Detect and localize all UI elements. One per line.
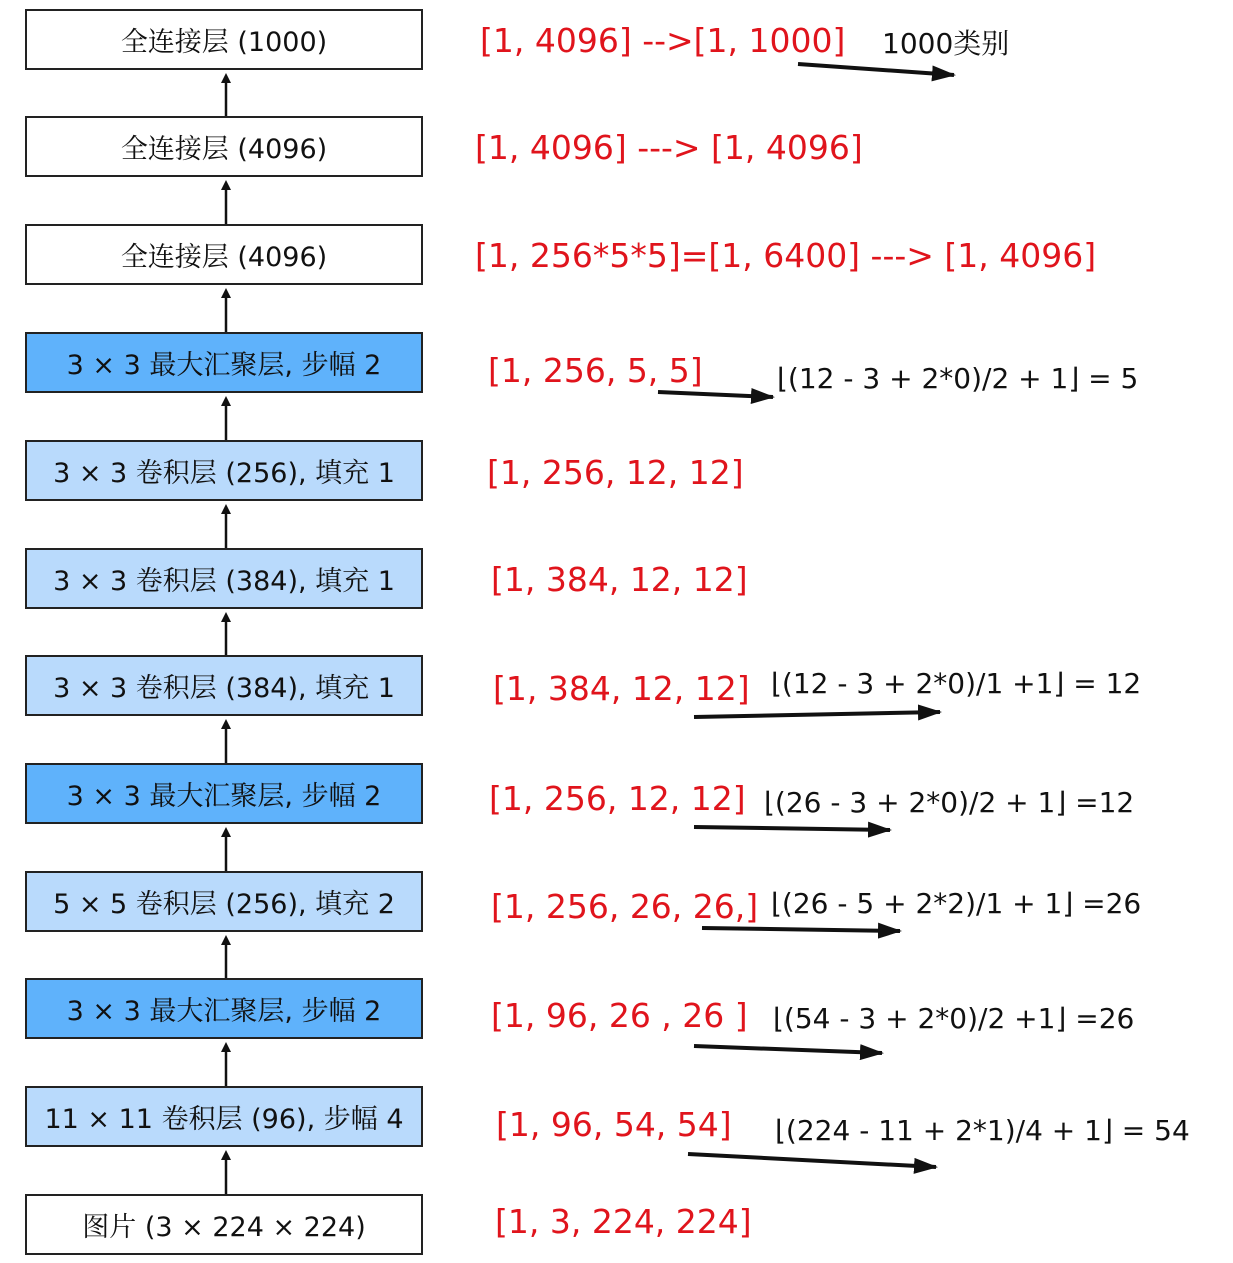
note-pointer-arrow — [694, 712, 940, 717]
note-maxpool-3: ⌊(12 - 3 + 2*0)/2 + 1⌋ = 5 — [777, 362, 1139, 395]
layer-box-conv-256-3x3: 3 × 3 卷积层 (256), 填充 1 — [25, 440, 423, 501]
shape-label-maxpool-3: [1, 256, 5, 5] — [488, 351, 703, 390]
layer-box-conv-256-5x5: 5 × 5 卷积层 (256), 填充 2 — [25, 871, 423, 932]
shape-label-input-image: [1, 3, 224, 224] — [495, 1202, 752, 1241]
note-pointer-arrow — [688, 1154, 936, 1167]
note-fc-1000: 1000类别 — [882, 27, 1010, 60]
shape-label-fc-1000: [1, 4096] -->[1, 1000] — [480, 21, 846, 60]
note-conv-96: ⌊(224 - 11 + 2*1)/4 + 1⌋ = 54 — [775, 1114, 1190, 1147]
layer-box-maxpool-2: 3 × 3 最大汇聚层, 步幅 2 — [25, 763, 423, 824]
note-pointer-arrow — [658, 392, 773, 397]
shape-label-conv-96: [1, 96, 54, 54] — [496, 1105, 732, 1144]
shape-label-maxpool-2: [1, 256, 12, 12] — [489, 779, 746, 818]
layer-box-conv-384-a: 3 × 3 卷积层 (384), 填充 1 — [25, 655, 423, 716]
shape-label-conv-384-b: [1, 384, 12, 12] — [491, 560, 748, 599]
layer-box-maxpool-3: 3 × 3 最大汇聚层, 步幅 2 — [25, 332, 423, 393]
note-conv-384-a: ⌊(12 - 3 + 2*0)/1 +1⌋ = 12 — [771, 667, 1142, 700]
layer-box-maxpool-1: 3 × 3 最大汇聚层, 步幅 2 — [25, 978, 423, 1039]
shape-label-fc-4096-top: [1, 4096] ---> [1, 4096] — [475, 128, 863, 167]
layer-box-fc-4096-top: 全连接层 (4096) — [25, 116, 423, 177]
layer-box-fc-4096: 全连接层 (4096) — [25, 224, 423, 285]
shape-label-fc-4096: [1, 256*5*5]=[1, 6400] ---> [1, 4096] — [475, 236, 1097, 275]
layer-box-fc-1000: 全连接层 (1000) — [25, 9, 423, 70]
note-conv-256-5x5: ⌊(26 - 5 + 2*2)/1 + 1⌋ =26 — [771, 887, 1142, 920]
note-pointer-arrow — [694, 827, 890, 830]
layer-box-conv-384-b: 3 × 3 卷积层 (384), 填充 1 — [25, 548, 423, 609]
note-pointer-arrow — [798, 64, 954, 75]
note-maxpool-1: ⌊(54 - 3 + 2*0)/2 +1⌋ =26 — [773, 1002, 1135, 1035]
note-pointer-arrow — [702, 928, 900, 931]
shape-label-conv-256-5x5: [1, 256, 26, 26,] — [491, 887, 759, 926]
note-maxpool-2: ⌊(26 - 3 + 2*0)/2 + 1⌋ =12 — [764, 786, 1135, 819]
note-pointer-arrow — [694, 1046, 882, 1053]
shape-label-maxpool-1: [1, 96, 26 , 26 ] — [491, 996, 748, 1035]
layer-box-conv-96: 11 × 11 卷积层 (96), 步幅 4 — [25, 1086, 423, 1147]
shape-label-conv-384-a: [1, 384, 12, 12] — [493, 669, 750, 708]
layer-box-input-image: 图片 (3 × 224 × 224) — [25, 1194, 423, 1255]
shape-label-conv-256-3x3: [1, 256, 12, 12] — [487, 453, 744, 492]
